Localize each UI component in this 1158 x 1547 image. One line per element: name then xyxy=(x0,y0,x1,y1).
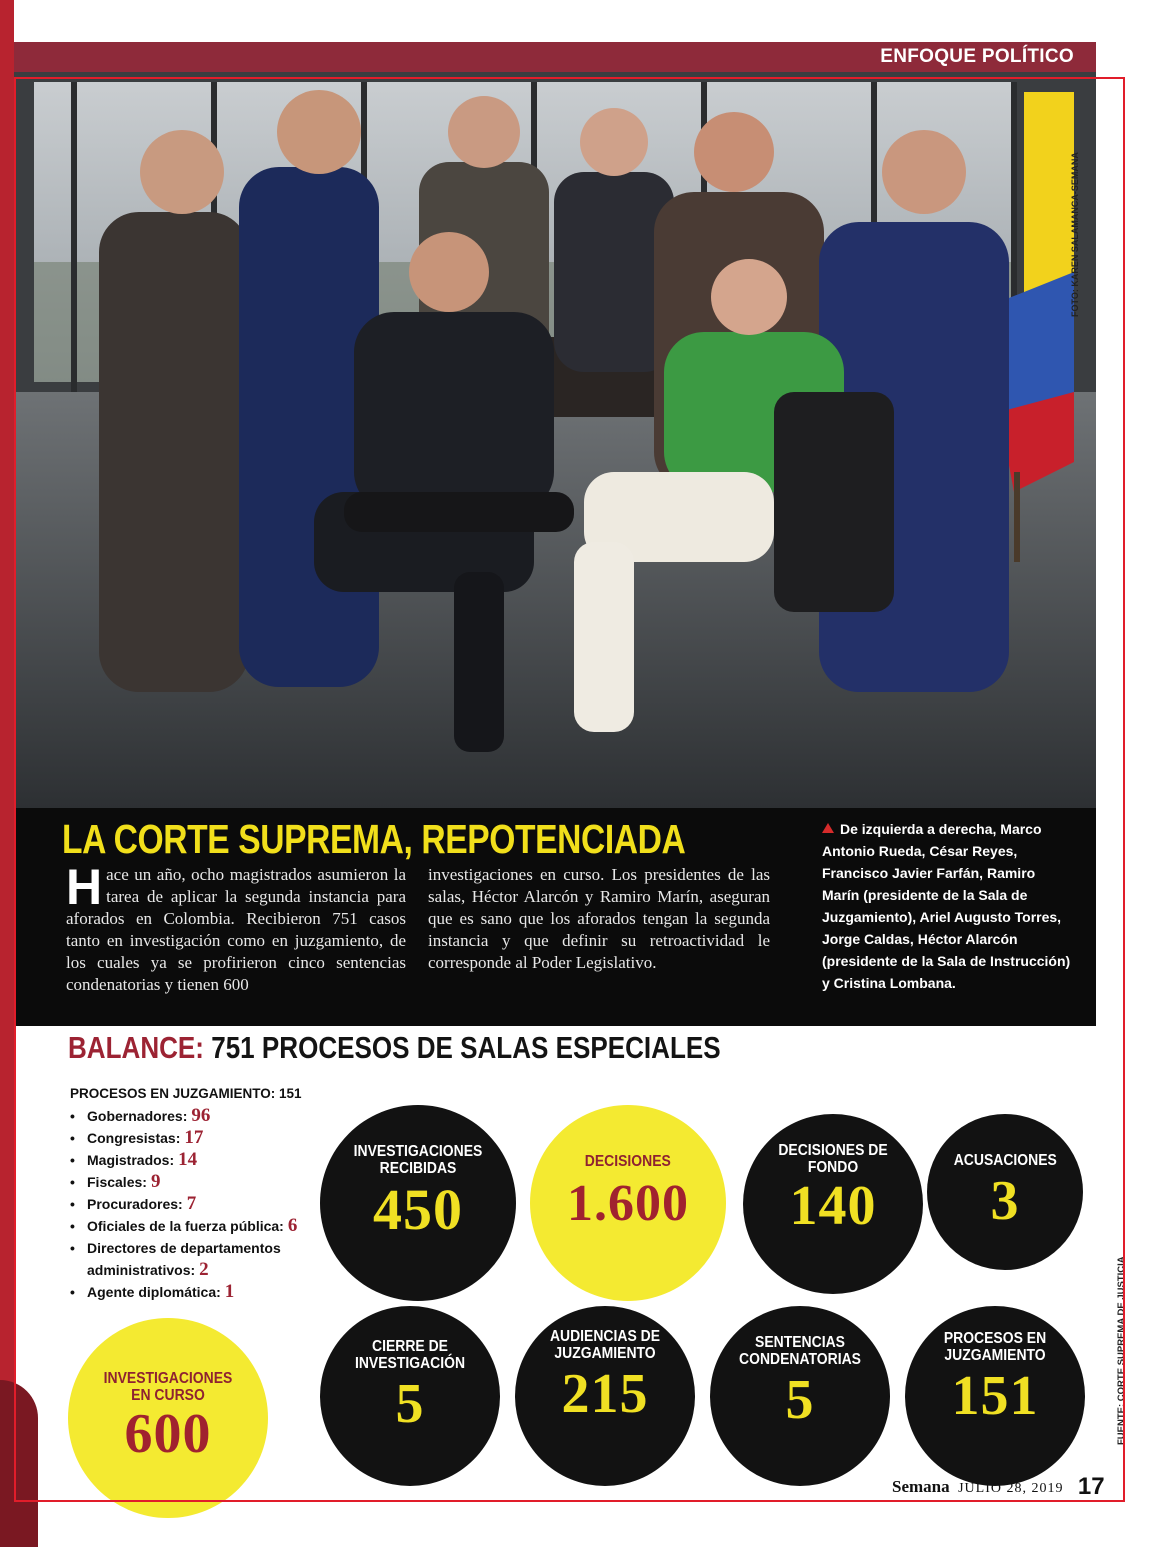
list-item: • Agente diplomática: 1 xyxy=(70,1281,330,1303)
headline: LA CORTE SUPREMA, REPOTENCIADA xyxy=(62,816,686,862)
caption-text: De izquierda a derecha, Marco Antonio Rueda, César Reyes, Francisco Javier Farfán, Ramiro Marín (presidente de la Sala de Juzgamiento), Ariel Augusto Torres, Jorge Caldas, Héctor Alarcón (presidente de la Sala de Instrucción) y Cristina Lombana. xyxy=(822,821,1071,991)
story-band xyxy=(14,808,1096,1026)
stat-circle-procesos-en-juzgamiento: PROCESOS EN JUZGAMIENTO 151 xyxy=(905,1306,1085,1486)
photo-caption xyxy=(822,818,1072,994)
list-item: • Magistrados: 14 xyxy=(70,1149,330,1171)
balance-title-rest: 751 PROCESOS DE SALAS ESPECIALES xyxy=(211,1030,721,1065)
page-edge-corner xyxy=(0,1380,38,1547)
processes-list xyxy=(70,1105,330,1303)
list-item: • Congresistas: 17 xyxy=(70,1127,330,1149)
page-number: 17 xyxy=(1077,1473,1105,1500)
page-footer xyxy=(892,1473,1105,1501)
stat-circle-decisiones: DECISIONES 1.600 xyxy=(530,1105,726,1301)
stat-circle-sentencias-condenatorias: SENTENCIAS CONDENATORIAS 5 xyxy=(710,1306,890,1486)
stat-circle-investigaciones-recibidas: INVESTIGACIONES RECIBIDAS 450 xyxy=(320,1105,516,1301)
processes-heading: PROCESOS EN JUZGAMIENTO: 151 xyxy=(70,1086,302,1101)
section-label: ENFOQUE POLÍTICO xyxy=(880,46,1074,67)
page-edge xyxy=(0,0,14,1547)
stat-circle-audiencias-de-juzgamiento: AUDIENCIAS DE JUZGAMIENTO 215 xyxy=(515,1306,695,1486)
body-column-1 xyxy=(66,859,406,996)
stat-circle-cierre-de-investigacion: CIERRE DE INVESTIGACIÓN 5 xyxy=(320,1306,500,1486)
list-item: • Procuradores: 7 xyxy=(70,1193,330,1215)
source-credit: FUENTE: CORTE SUPREMA DE JUSTICIA xyxy=(1116,1256,1127,1445)
balance-title xyxy=(68,1030,721,1066)
magazine-name: Semana xyxy=(892,1477,950,1496)
balance-title-prefix: BALANCE: xyxy=(68,1030,204,1065)
drop-cap: H xyxy=(66,859,103,915)
stat-circle-acusaciones: ACUSACIONES 3 xyxy=(927,1114,1083,1270)
section-tab xyxy=(14,42,1096,72)
list-item: • Fiscales: 9 xyxy=(70,1171,330,1193)
group-photo xyxy=(14,72,1096,808)
list-item: • Directores de departamentos administrativos: 2 xyxy=(70,1237,330,1281)
body-column-2 xyxy=(428,864,770,974)
body-text-1: ace un año, ocho magistrados asumieron la tarea de aplicar la segunda instancia para aforados en Colombia. Recibieron 751 casos tanto en investigación como en juzgamiento, de los cuales ya se profirieron cinco sentencias condenatorias y tienen 600 xyxy=(66,865,406,994)
caption-triangle-icon xyxy=(822,823,834,833)
stat-circle-investigaciones-en-curso: INVESTIGACIONES EN CURSO 600 xyxy=(68,1318,268,1518)
list-item: • Oficiales de la fuerza pública: 6 xyxy=(70,1215,330,1237)
group-photo-illustration xyxy=(14,72,1096,808)
issue-date: JULIO 28, 2019 xyxy=(958,1481,1064,1496)
stat-circle-decisiones-de-fondo: DECISIONES DE FONDO 140 xyxy=(743,1114,923,1294)
photo-credit: FOTO: KAREN SALAMANCA-SEMANA xyxy=(1070,152,1080,317)
list-item: • Gobernadores: 96 xyxy=(70,1105,330,1127)
body-text-2: investigaciones en curso. Los presidentes de las salas, Héctor Alarcón y Ramiro Marín, aseguran que es sano que los aforados tengan la segunda instancia y que definir su retroactividad le corresponde al Poder Legislativo. xyxy=(428,865,770,972)
